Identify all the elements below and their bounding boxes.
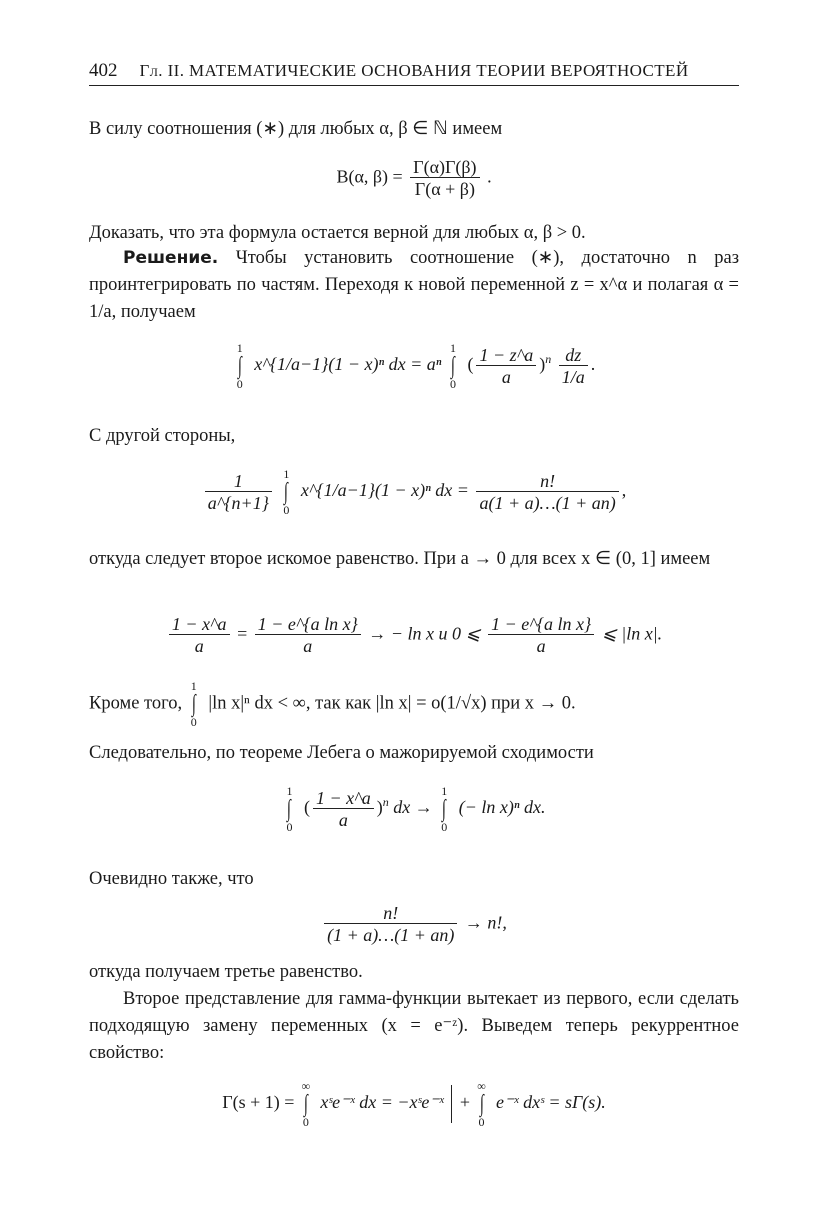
paragraph-9: откуда получаем третье равенство. bbox=[89, 962, 363, 982]
paragraph-6: Кроме того, 1 ∫ 0 |ln x|ⁿ dx < ∞, так как |ln x| = o(1/√x) при x → 0. bbox=[89, 679, 576, 729]
page-number: 402 bbox=[89, 60, 118, 81]
paragraph-3-text: Чтобы установить соотношение (∗), достаточно n раз проинтегрировать по частям. Переходя к новой переменной z = x^α и полагая α = 1/a, получаем bbox=[89, 248, 739, 322]
paragraph-7: Следовательно, по теореме Лебега о мажорируемой сходимости bbox=[89, 743, 594, 763]
running-title: Гл. II. МАТЕМАТИЧЕСКИЕ ОСНОВАНИЯ ТЕОРИИ ВЕРОЯТНОСТЕЙ bbox=[139, 61, 689, 80]
paragraph-1: В силу соотношения (∗) для любых α, β ∈ ℕ имеем bbox=[89, 119, 503, 139]
equation-6: $\frac{n!}{(1 + a)\dots(1 + an)}$ → n!, bbox=[89, 903, 739, 946]
paragraph-8: Очевидно также, что bbox=[89, 869, 254, 889]
paragraph-5: откуда следует второе искомое равенство. При a → 0 для всех x ∈ (0, 1] имеем bbox=[89, 549, 711, 569]
equation-5: 1 ∫ 0 ( $\frac{1 - x\^{}a}{a}$ )$^n$ dx → 1 ∫ 0 (− ln x)ⁿ dx. bbox=[286, 784, 546, 834]
equation-3: $\frac{1}{a\^{}\{n+1\}}$ 1 ∫ 0 x^{1/a−1}(1 − x)ⁿ dx = $\frac{n!}{a(1 + a)\dots(1 + an)}$ , bbox=[89, 468, 739, 516]
equation-beta: B(α, β) = $\frac{\Gamma(\alpha)\Gamma(\beta)}{\Gamma(\alpha + \beta)}$ . bbox=[336, 157, 492, 199]
running-header bbox=[89, 60, 739, 86]
paragraph-4: С другой стороны, bbox=[89, 426, 236, 446]
equation-2: 1 ∫ 0 x^{1/a−1}(1 − x)ⁿ dx = aⁿ 1 ∫ 0 ( $\frac{1 - z\^{}a}{a}$ )$^n$ $\frac{dz}{1/a}$ . bbox=[236, 341, 596, 391]
paragraph-3 bbox=[89, 245, 739, 326]
paragraph-10: Второе представление для гамма-функции вытекает из первого, если сделать подходящую замену переменных (x = e⁻ᶻ). Выведем теперь рекуррентное свойство: bbox=[89, 989, 739, 1063]
paragraph-2: Доказать, что эта формула остается верной для любых α, β > 0. bbox=[89, 223, 586, 243]
equation-7: Γ(s + 1) = ∞ ∫ 0 xˢe⁻ˣ dx = −xˢe⁻ˣ + ∞ ∫ 0 e⁻ˣ dxˢ = sΓ(s). bbox=[222, 1079, 606, 1129]
solution-label: Решение. bbox=[123, 248, 219, 268]
equation-4: $\frac{1 - x\^{}a}{a}$ = $\frac{\text{1 − e\textasciicircum{}\{a ln x\}}}{a}$ → − ln x и 0 ⩽ $\frac{\text{1 − e\textasciicircum{}\{a ln x\}}}{a}$ ⩽ |ln x|. bbox=[89, 614, 739, 657]
equation-2-left: x^{1/a−1}(1 − x)ⁿ dx = aⁿ bbox=[254, 354, 442, 375]
page bbox=[89, 60, 739, 86]
